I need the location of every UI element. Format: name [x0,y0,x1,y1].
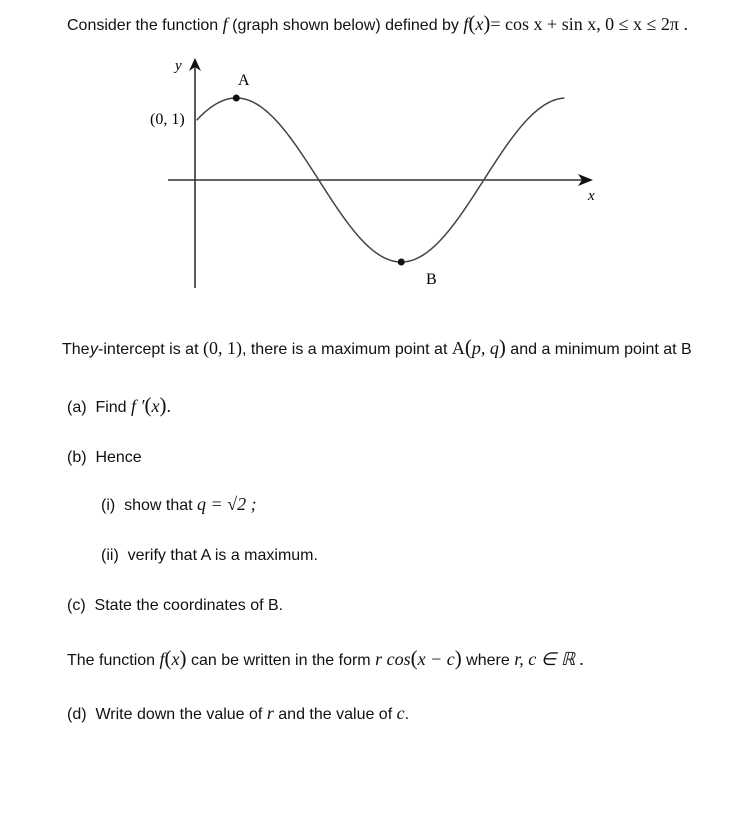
statement-prefix: The [62,341,90,358]
statement-line [62,336,692,361]
paren-open: ( [468,11,476,35]
point-a-marker [233,94,240,101]
definition-rhs: = cos x + sin x, [490,14,601,34]
statement-text1: -intercept is at [98,341,199,358]
definition-lhs: f [463,14,469,34]
point-b-label: B [426,271,437,288]
part-a [67,394,171,419]
form-text2: can be written in the form [190,652,371,669]
part-d [67,702,409,726]
form-text1: The function [67,652,156,669]
domain: 0 ≤ x ≤ 2π . [605,14,689,34]
part-b-ii-text: verify that A is a maximum. [127,547,318,564]
paren-open-fx: ( [164,646,172,670]
intro-text2: (graph shown below) defined by [232,17,459,34]
point-b-marker [398,259,405,266]
intercept-label: (0, 1) [150,111,185,128]
paren-close-fp: ) [159,393,167,417]
form-text3: where [466,652,510,669]
part-a-end: . [166,396,171,416]
part-d-text1: Write down the value of [95,706,263,723]
part-c-label: (c) [67,597,86,614]
part-b-ii [101,545,318,567]
statement-point-a-coords: p, q [471,338,499,358]
form-expr-inner: x − c [417,649,455,669]
definition-x: x [475,14,484,34]
paren-open-cos: ( [410,646,418,670]
statement-text3: and a minimum point at B [510,341,692,358]
part-a-text: Find [95,399,127,416]
part-d-c: c [396,703,405,723]
part-d-end: . [404,706,410,723]
paren-close-fx: ) [179,646,187,670]
paren-open-fp: ( [144,393,152,417]
part-b-text: Hence [95,449,142,466]
point-a-label: A [238,72,250,89]
x-axis-label: x [588,188,595,204]
statement-y: y [90,341,99,358]
part-a-label: (a) [67,399,87,416]
statement-intercept: (0, 1) [202,338,242,358]
function-graph [0,50,754,350]
paren-close-cos: ) [454,646,462,670]
form-x: x [171,649,180,669]
y-axis-label: y [175,58,182,74]
intro-f: f [222,14,228,34]
part-a-expr: f ′ [131,396,145,416]
form-expr-set: r, c ∈ ℝ . [514,649,585,669]
paren-close: ) [483,11,491,35]
intro-text: Consider the function [67,17,219,34]
part-d-label: (d) [67,706,87,723]
form-expr-r: r cos [375,649,411,669]
part-b-i [101,493,257,517]
part-a-x: x [151,396,160,416]
statement-text2: , there is a maximum point at [241,341,448,358]
part-b-ii-label: (ii) [101,547,119,564]
part-b-i-expr: q = √2 ; [197,494,257,514]
intro-line [67,12,688,37]
form-line [67,647,584,672]
part-c [67,595,283,617]
part-b-i-label: (i) [101,497,116,514]
form-f: f [159,649,165,669]
part-c-text: State the coordinates of B. [94,597,284,614]
statement-point-a: A [451,338,465,358]
paren-close-a: ) [498,335,506,359]
part-b [67,447,142,469]
part-d-r: r [266,703,274,723]
part-b-label: (b) [67,449,87,466]
part-d-text2: and the value of [278,706,393,723]
part-b-i-text: show that [124,497,193,514]
paren-open-a: ( [464,335,472,359]
